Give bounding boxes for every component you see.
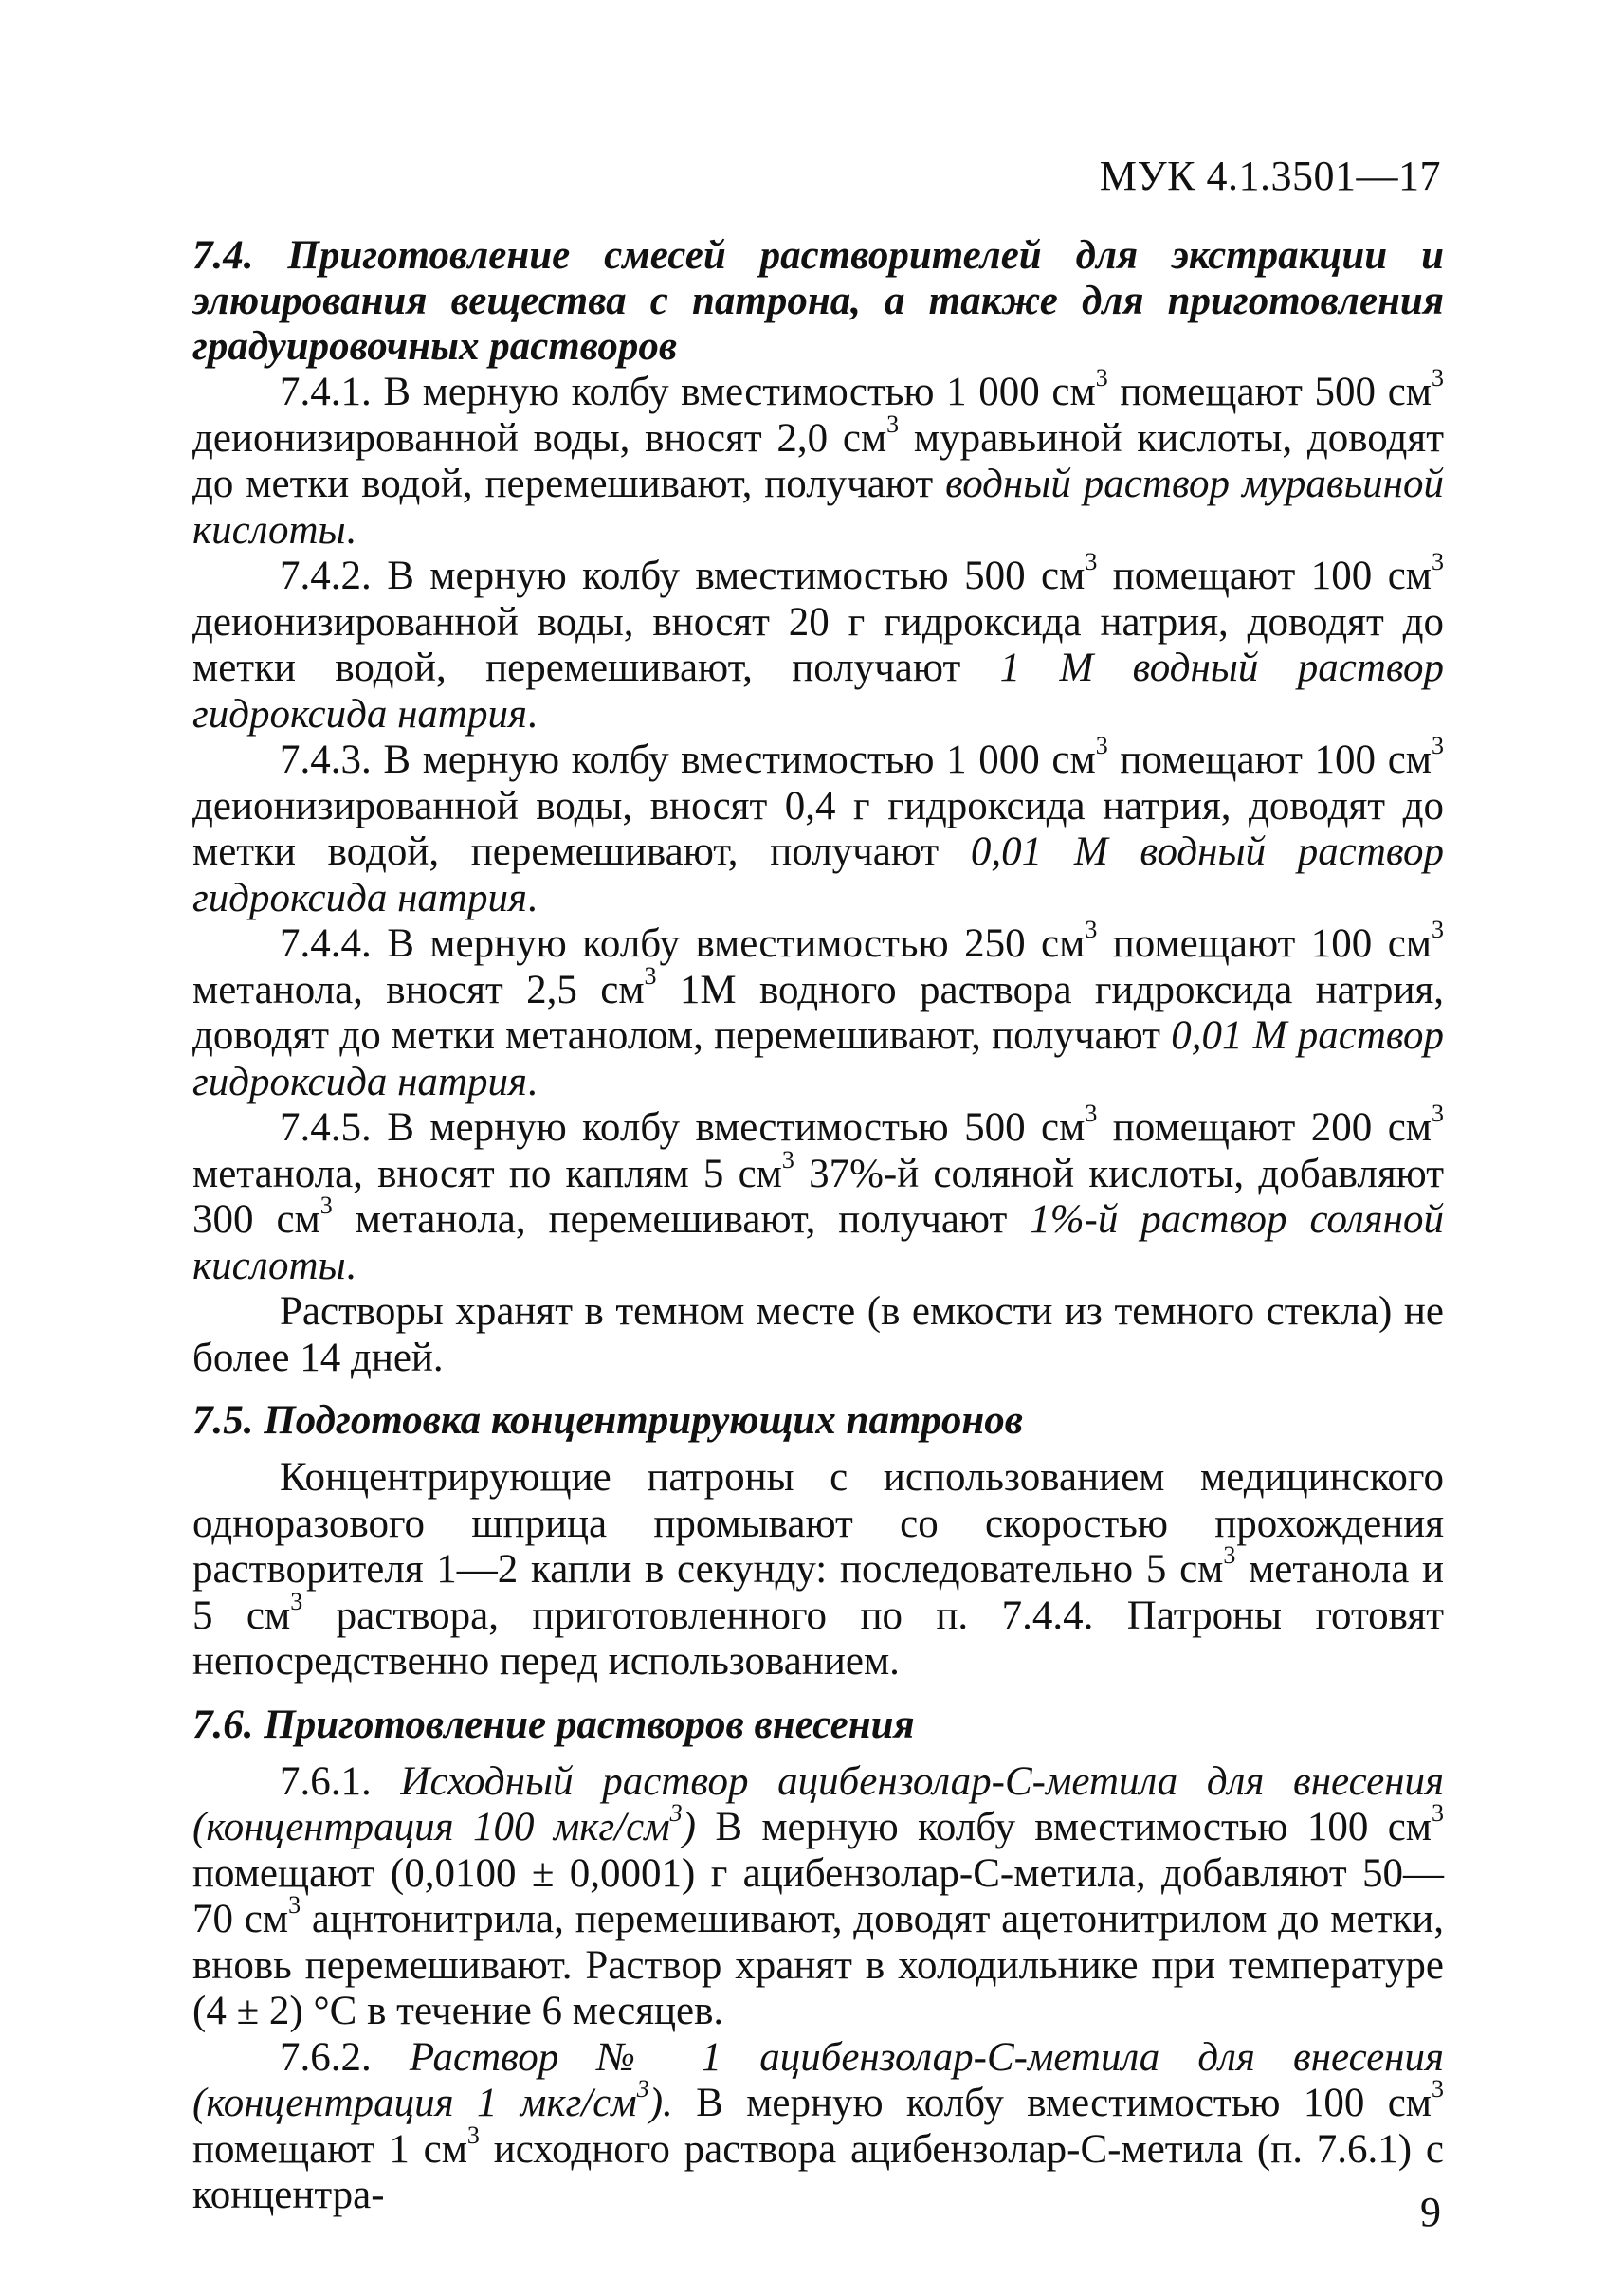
page-number: 9 xyxy=(1420,2189,1441,2235)
paragraph-7-4-5: 7.4.5. В мерную колбу вместимостью 500 $см^3$ помещают 200 $см^3$ метанола, вносят по каплям 5 $см^3$ 37%-й соляной кислоты, добавляют 300 $см^3$ метанола, перемешивают, получают 1%-й раствор соляной кислоты. xyxy=(192,1100,1444,1288)
section-7-6-heading: 7.6. Приготовление растворов внесения xyxy=(192,1702,915,1747)
paragraph-7-4-4: 7.4.4. В мерную колбу вместимостью 250 $см^3$ помещают 100 $см^3$ метанола, вносят 2,5 $см^3$ 1М водного раствора гидроксида натрия, доводят до метки метанолом, перемешивают, получают 0,01 М раствор гидроксида натрия. xyxy=(192,916,1445,1104)
paragraph-7-4-2: 7.4.2. В мерную колбу вместимостью 500 $см^3$ помещают 100 $см^3$ деионизированной воды, вносят 20 г гидроксида натрия, доводят до метки водой, перемешивают, получают 1 М водный раствор гидроксида натрия. xyxy=(192,548,1444,737)
paragraph-7-5: Концентрирующие патроны с использованием медицинского одноразового шприца промывают со скоростью прохождения растворителя 1—2 капли в секунду: последовательно 5 $см^3$ метанола и 5 $см^3$ раствора, приготовленного по п. 7.4.4. Патроны готовят непосредственно перед использованием. xyxy=(192,1455,1445,1684)
paragraph-7-4-1: 7.4.1. В мерную колбу вместимостью 1 000 $см^3$ помещают 500 $см^3$ деионизированной воды, вносят 2,0 $см^3$ муравьиной кислоты, доводят до метки водой, перемешивают, получают водный раствор муравьиной кислоты. xyxy=(192,364,1444,553)
paragraph-7-6-2: 7.6.2. Раствор № 1 ацибензолар-С-метила для внесения (концентрация 1 мкг/$см^3$). В мерную колбу вместимостью 100 $см^3$ помещают 1 $см^3$ исходного раствора ацибензолар-С-метила (п. 7.6.1) с концентра- xyxy=(192,2034,1445,2217)
paragraph-storage-note: Растворы хранят в темном месте (в емкости из темного стекла) не более 14 дней. xyxy=(192,1289,1444,1380)
paragraph-7-6-1: 7.6.1. Исходный раствор ацибензолар-С-метила для внесения (концентрация 100 мкг/$см^3$) В мерную колбу вместимостью 100 $см^3$ помещают (0,0100 ± 0,0001) г ацибензолар-С-метила, добавляют 50—70 $см^3$ ацнтонитрила, перемешивают, доводят ацетонитрилом до метки, вновь перемешивают. Раствор хранят в холодильнике при температуре (4 ± 2) °С в течение 6 месяцев. xyxy=(192,1758,1445,2033)
document-code-header: МУК 4.1.3501—17 xyxy=(1099,153,1441,199)
page-content xyxy=(192,233,1444,2219)
paragraph-7-4-3: 7.4.3. В мерную колбу вместимостью 1 000 $см^3$ помещают 100 $см^3$ деионизированной воды, вносят 0,4 г гидроксида натрия, доводят до метки водой, перемешивают, получают 0,01 М водный раствор гидроксида натрия. xyxy=(192,732,1445,920)
section-7-5-heading: 7.5. Подготовка концентрирующих патронов xyxy=(192,1398,1023,1443)
section-7-4-heading: 7.4. Приготовление смесей растворителей для экстракции и элюирования вещества с патрона, а также для приготовления градуировочных растворов xyxy=(192,233,1444,369)
